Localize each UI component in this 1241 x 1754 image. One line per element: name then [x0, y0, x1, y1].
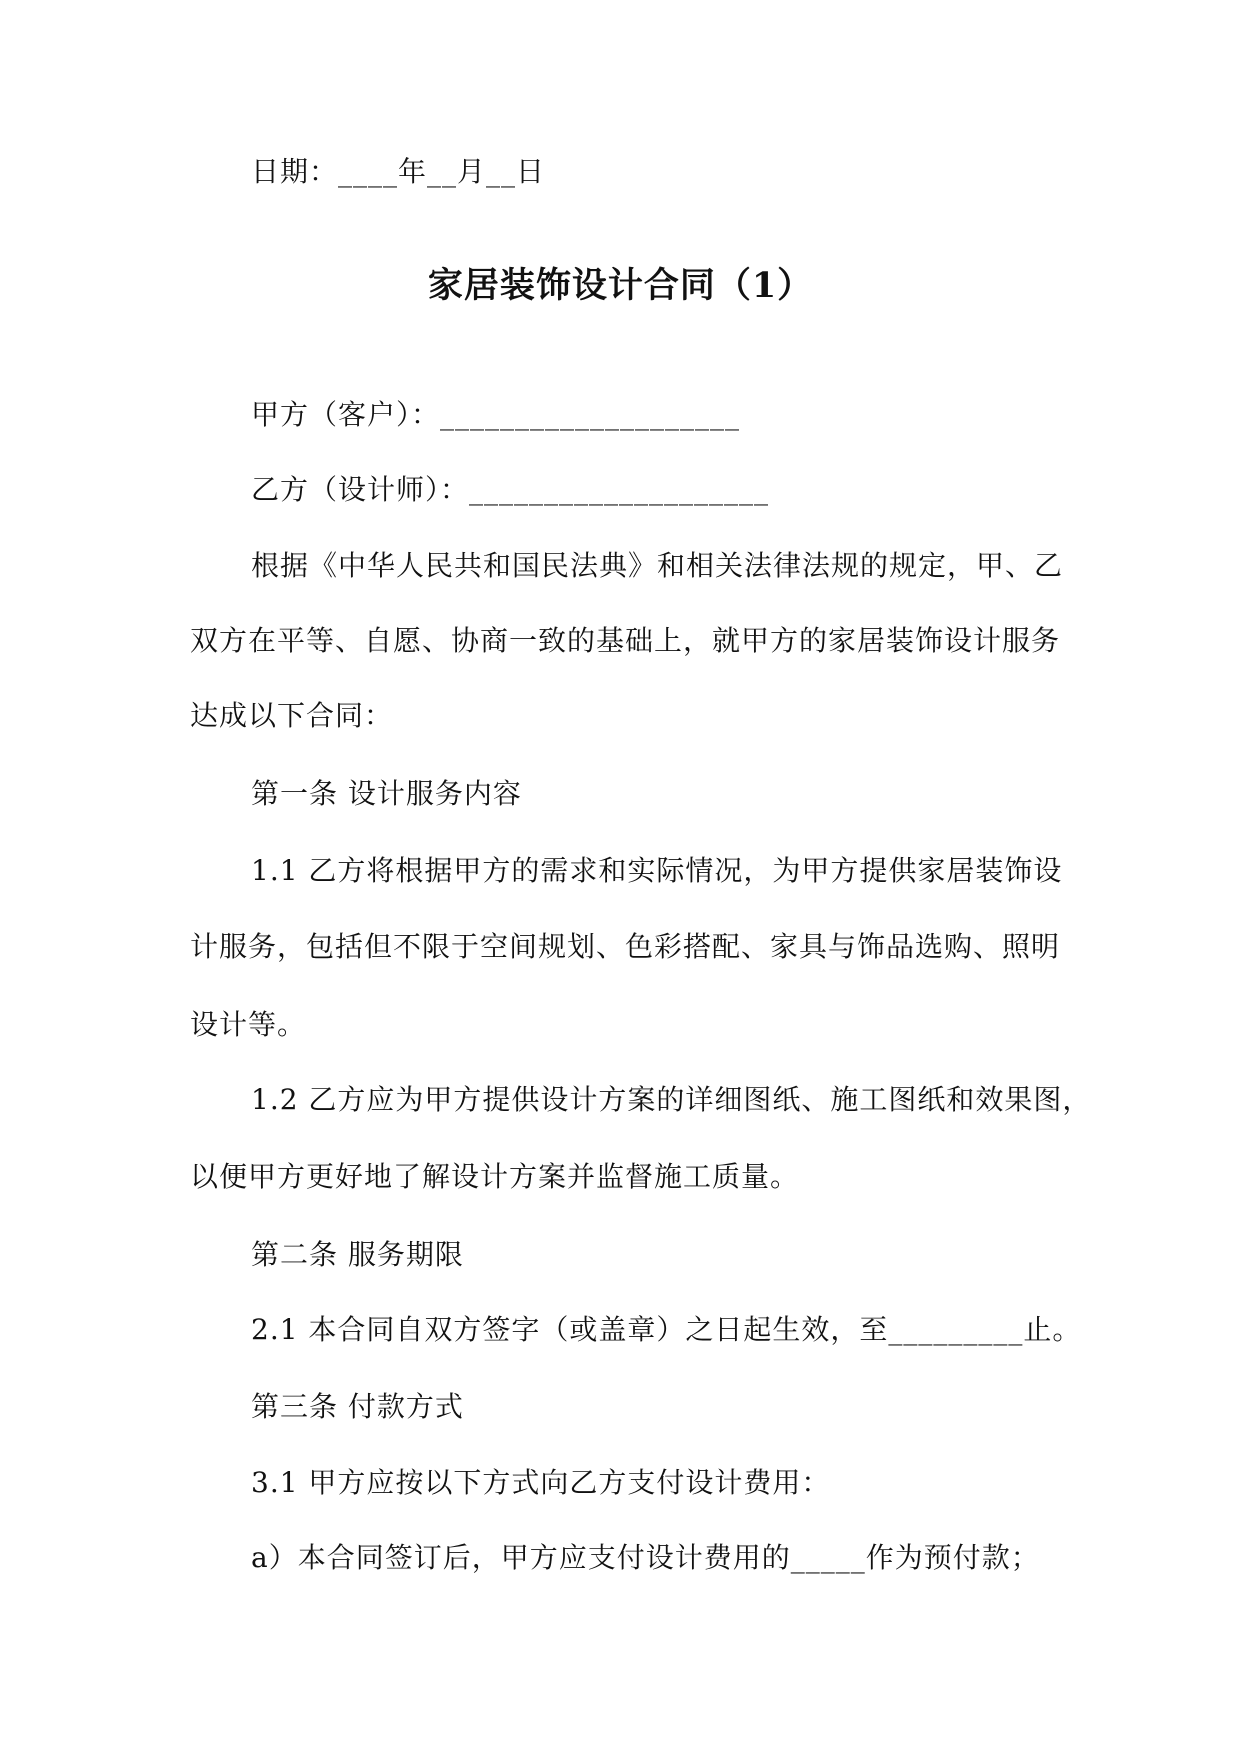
clause-line: 3.1 甲方应按以下方式向乙方支付设计费用：: [251, 1466, 831, 1499]
article-heading: 第二条 服务期限: [251, 1238, 464, 1271]
clause-line: 1.1 乙方将根据甲方的需求和实际情况，为甲方提供家居装饰设: [251, 854, 1063, 887]
article-heading: 第一条 设计服务内容: [251, 777, 522, 810]
party-b-line: 乙方（设计师）：____________________: [251, 473, 770, 506]
date-line: 日期：____年__月__日: [251, 155, 546, 188]
clause-line: 2.1 本合同自双方签字（或盖章）之日起生效，至_________止。: [251, 1313, 1082, 1346]
clause-line: 1.2 乙方应为甲方提供设计方案的详细图纸、施工图纸和效果图，: [251, 1083, 1092, 1116]
clause-line: 计服务，包括但不限于空间规划、色彩搭配、家具与饰品选购、照明: [190, 930, 1061, 963]
preamble-line: 根据《中华人民共和国民法典》和相关法律法规的规定，甲、乙: [251, 549, 1064, 582]
clause-line: 以便甲方更好地了解设计方案并监督施工质量。: [190, 1160, 800, 1193]
preamble-line: 达成以下合同：: [190, 699, 394, 732]
clause-line: a）本合同签订后，甲方应支付设计费用的_____作为预付款；: [251, 1541, 1040, 1574]
document-title: 家居装饰设计合同（1）: [427, 265, 814, 306]
preamble-line: 双方在平等、自愿、协商一致的基础上，就甲方的家居装饰设计服务: [190, 624, 1061, 657]
article-heading: 第三条 付款方式: [251, 1390, 464, 1423]
clause-line: 设计等。: [190, 1008, 307, 1041]
party-a-line: 甲方（客户）：____________________: [251, 398, 741, 431]
